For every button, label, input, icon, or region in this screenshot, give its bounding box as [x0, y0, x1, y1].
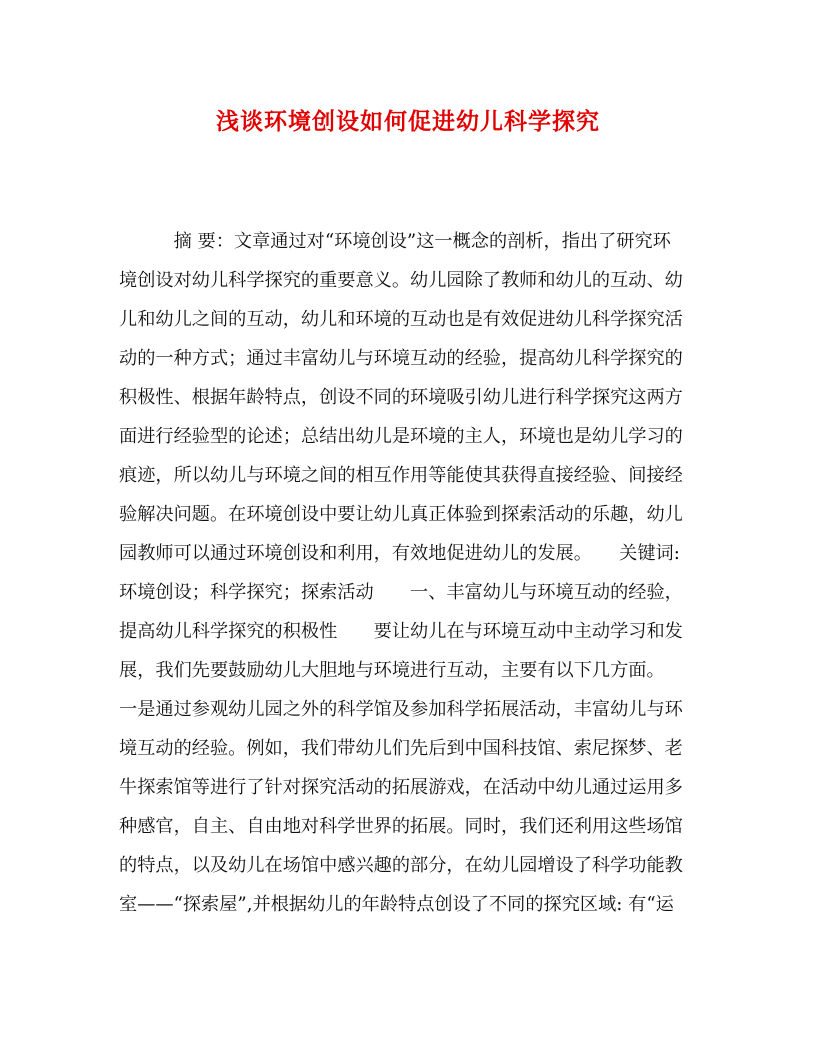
body-line: 摘 要：文章通过对“环境创设”这一概念的剖析，指出了研究环 — [119, 231, 671, 252]
body-line: 验解决问题。在环境创设中要让幼儿真正体验到探索活动的乐趣，幼儿 — [119, 504, 683, 525]
body-line: 提高幼儿科学探究的积极性 要让幼儿在与环境互动中主动学习和发 — [119, 621, 683, 642]
body-line: 动的一种方式；通过丰富幼儿与环境互动的经验，提高幼儿科学探究的 — [119, 348, 683, 369]
body-line: 面进行经验型的论述；总结出幼儿是环境的主人，环境也是幼儿学习的 — [119, 426, 683, 447]
document-body — [119, 222, 704, 924]
body-line: 的特点，以及幼儿在场馆中感兴趣的部分，在幼儿园增设了科学功能教 — [119, 855, 683, 876]
body-line: 种感官，自主、自由地对科学世界的拓展。同时，我们还利用这些场馆 — [119, 816, 683, 837]
body-line: 室——“探索屋”,并根据幼儿的年龄特点创设了不同的探究区域: 有“运 — [119, 894, 674, 915]
body-line: 痕迹，所以幼儿与环境之间的相互作用等能使其获得直接经验、间接经 — [119, 465, 683, 486]
body-line: 境创设对幼儿科学探究的重要意义。幼儿园除了教师和幼儿的互动、幼 — [119, 270, 683, 291]
body-line: 环境创设；科学探究；探索活动 一、丰富幼儿与环境互动的经验， — [119, 582, 683, 603]
body-line: 积极性、根据年龄特点，创设不同的环境吸引幼儿进行科学探究这两方 — [119, 387, 683, 408]
body-line: 牛探索馆等进行了针对探究活动的拓展游戏，在活动中幼儿通过运用多 — [119, 777, 683, 798]
document-title: 浅谈环境创设如何促进幼儿科学探究 — [216, 108, 600, 135]
body-line: 境互动的经验。例如，我们带幼儿们先后到中国科技馆、索尼探梦、老 — [119, 738, 683, 759]
body-line: 儿和幼儿之间的互动，幼儿和环境的互动也是有效促进幼儿科学探究活 — [119, 309, 683, 330]
body-line: 园教师可以通过环境创设和利用，有效地促进幼儿的发展。 关键词: — [119, 543, 680, 564]
body-line: 一是通过参观幼儿园之外的科学馆及参加科学拓展活动，丰富幼儿与环 — [119, 699, 683, 720]
body-line: 展，我们先要鼓励幼儿大胆地与环境进行互动，主要有以下几方面。 — [119, 660, 665, 681]
